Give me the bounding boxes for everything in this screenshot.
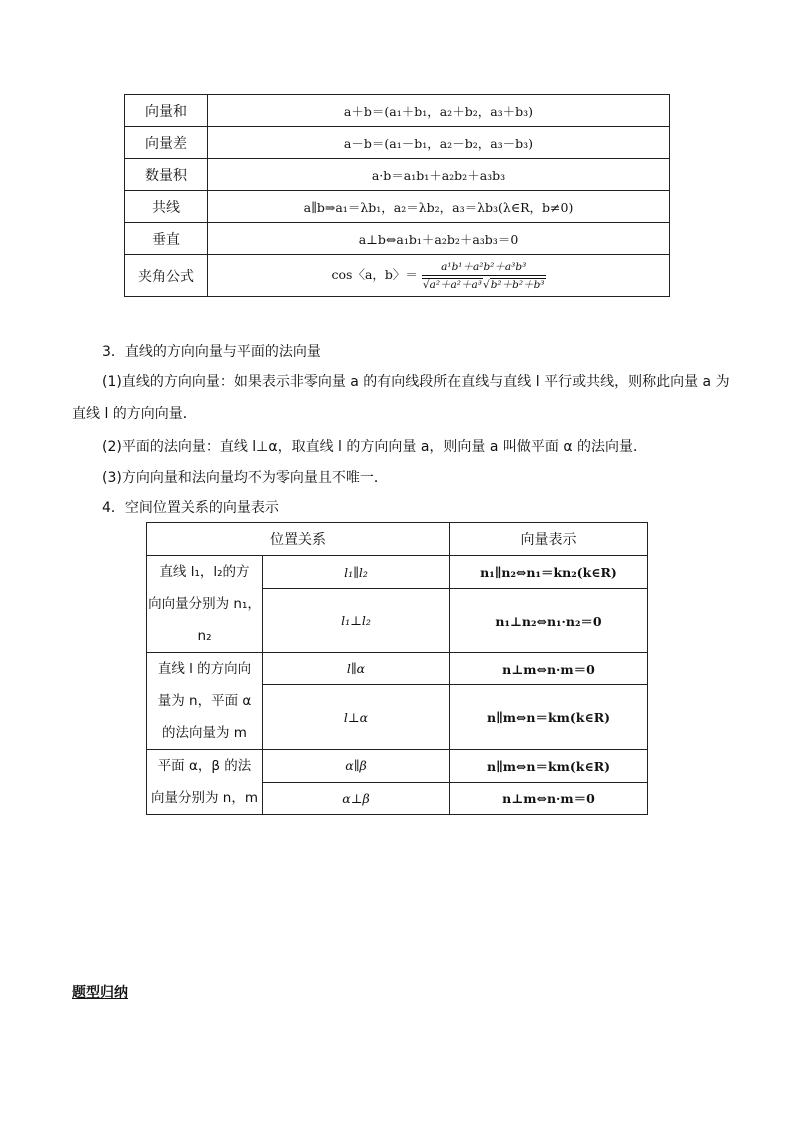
section4-title: 4．空间位置关系的向量表示 bbox=[102, 500, 279, 516]
section3-paragraph3: (3)方向向量和法向量均不为零向量且不唯一． bbox=[102, 470, 388, 486]
group-label-line: 直线 l 的方向向 bbox=[157, 661, 252, 677]
group-label-line: n₂ bbox=[197, 628, 212, 644]
formula-cell: a∥b⇒a₁＝λb₁，a₂＝λb₂，a₃＝λb₃(λ∈R，b≠0) bbox=[208, 191, 670, 223]
formula-cell: a＋b＝(a₁＋b₁，a₂＋b₂，a₃＋b₃) bbox=[208, 95, 670, 127]
denominator-right: b²＋b²＋b³ bbox=[490, 279, 545, 291]
row-label: 夹角公式 bbox=[125, 255, 208, 297]
group-label-line: 直线 l₁，l₂的方 bbox=[159, 564, 250, 580]
table-row bbox=[147, 750, 648, 783]
angle-formula-cell bbox=[208, 255, 670, 297]
relation-cell: l∥α bbox=[263, 653, 450, 685]
formula-cell: a－b＝(a₁－b₁，a₂－b₂，a₃－b₃) bbox=[208, 127, 670, 159]
table-row bbox=[147, 556, 648, 589]
formula-prefix: cos〈a，b〉＝ bbox=[331, 267, 418, 282]
section-heading: 题型归纳 bbox=[72, 985, 128, 1001]
table-header-row bbox=[147, 523, 648, 556]
row-label: 向量和 bbox=[125, 95, 208, 127]
section3-paragraph1-line2: 直线 l 的方向向量． bbox=[72, 406, 197, 422]
section3-title: 3．直线的方向向量与平面的法向量 bbox=[102, 344, 321, 360]
relation-cell: l₁∥l₂ bbox=[263, 556, 450, 589]
group-label-line: 向向量分别为 n₁， bbox=[148, 596, 261, 612]
table-row bbox=[125, 255, 670, 297]
group-label-planes bbox=[147, 750, 263, 815]
vector-formula-table bbox=[124, 94, 670, 297]
table-row bbox=[125, 191, 670, 223]
header-vector-representation: 向量表示 bbox=[450, 523, 648, 556]
group-label-line: 平面 α，β 的法 bbox=[157, 758, 252, 774]
row-label: 数量积 bbox=[125, 159, 208, 191]
fraction bbox=[422, 259, 546, 292]
denominator-left: √a²＋a²＋a³ bbox=[422, 279, 482, 291]
table-row bbox=[125, 127, 670, 159]
vector-cell: n⊥m⇔n·m＝0 bbox=[450, 782, 648, 815]
relation-cell: l⊥α bbox=[263, 685, 450, 750]
table-row bbox=[125, 223, 670, 255]
relation-cell: α∥β bbox=[263, 750, 450, 783]
row-label: 垂直 bbox=[125, 223, 208, 255]
formula-cell: a·b＝a₁b₁＋a₂b₂＋a₃b₃ bbox=[208, 159, 670, 191]
relation-cell: α⊥β bbox=[263, 782, 450, 815]
section3-paragraph2: (2)平面的法向量：直线 l⊥α，取直线 l 的方向向量 a，则向量 a 叫做平面 α 的法向量． bbox=[102, 439, 648, 455]
vector-cell: n⊥m⇔n·m＝0 bbox=[450, 653, 648, 685]
vector-cell: n∥m⇔n＝km(k∈R) bbox=[450, 685, 648, 750]
row-label: 共线 bbox=[125, 191, 208, 223]
formula-cell: a⊥b⇔a₁b₁＋a₂b₂＋a₃b₃＝0 bbox=[208, 223, 670, 255]
group-label-line: 量为 n，平面 α bbox=[157, 693, 252, 709]
fraction-denominator: √a²＋a²＋a³√b²＋b²＋b³ bbox=[422, 279, 545, 291]
group-label-line-plane bbox=[147, 653, 263, 750]
row-label: 向量差 bbox=[125, 127, 208, 159]
position-relation-table bbox=[146, 522, 648, 815]
relation-cell: l₁⊥l₂ bbox=[263, 589, 450, 653]
table-row bbox=[147, 653, 648, 685]
fraction-numerator: a¹b¹＋a²b²＋a³b³ bbox=[422, 259, 546, 276]
group-label-line: 的法向量为 m bbox=[162, 725, 247, 741]
group-label-lines bbox=[147, 556, 263, 653]
header-position-relation: 位置关系 bbox=[147, 523, 450, 556]
table-row bbox=[125, 95, 670, 127]
group-label-line: 向量分别为 n，m bbox=[151, 790, 258, 806]
section3-paragraph1-line1: (1)直线的方向向量：如果表示非零向量 a 的有向线段所在直线与直线 l 平行或共线，则称此向量 a 为 bbox=[102, 374, 730, 390]
vector-cell: n₁∥n₂⇔n₁＝kn₂(k∈R) bbox=[450, 556, 648, 589]
vector-cell: n₁⊥n₂⇔n₁·n₂＝0 bbox=[450, 589, 648, 653]
vector-cell: n∥m⇔n＝km(k∈R) bbox=[450, 750, 648, 783]
table-row bbox=[125, 159, 670, 191]
